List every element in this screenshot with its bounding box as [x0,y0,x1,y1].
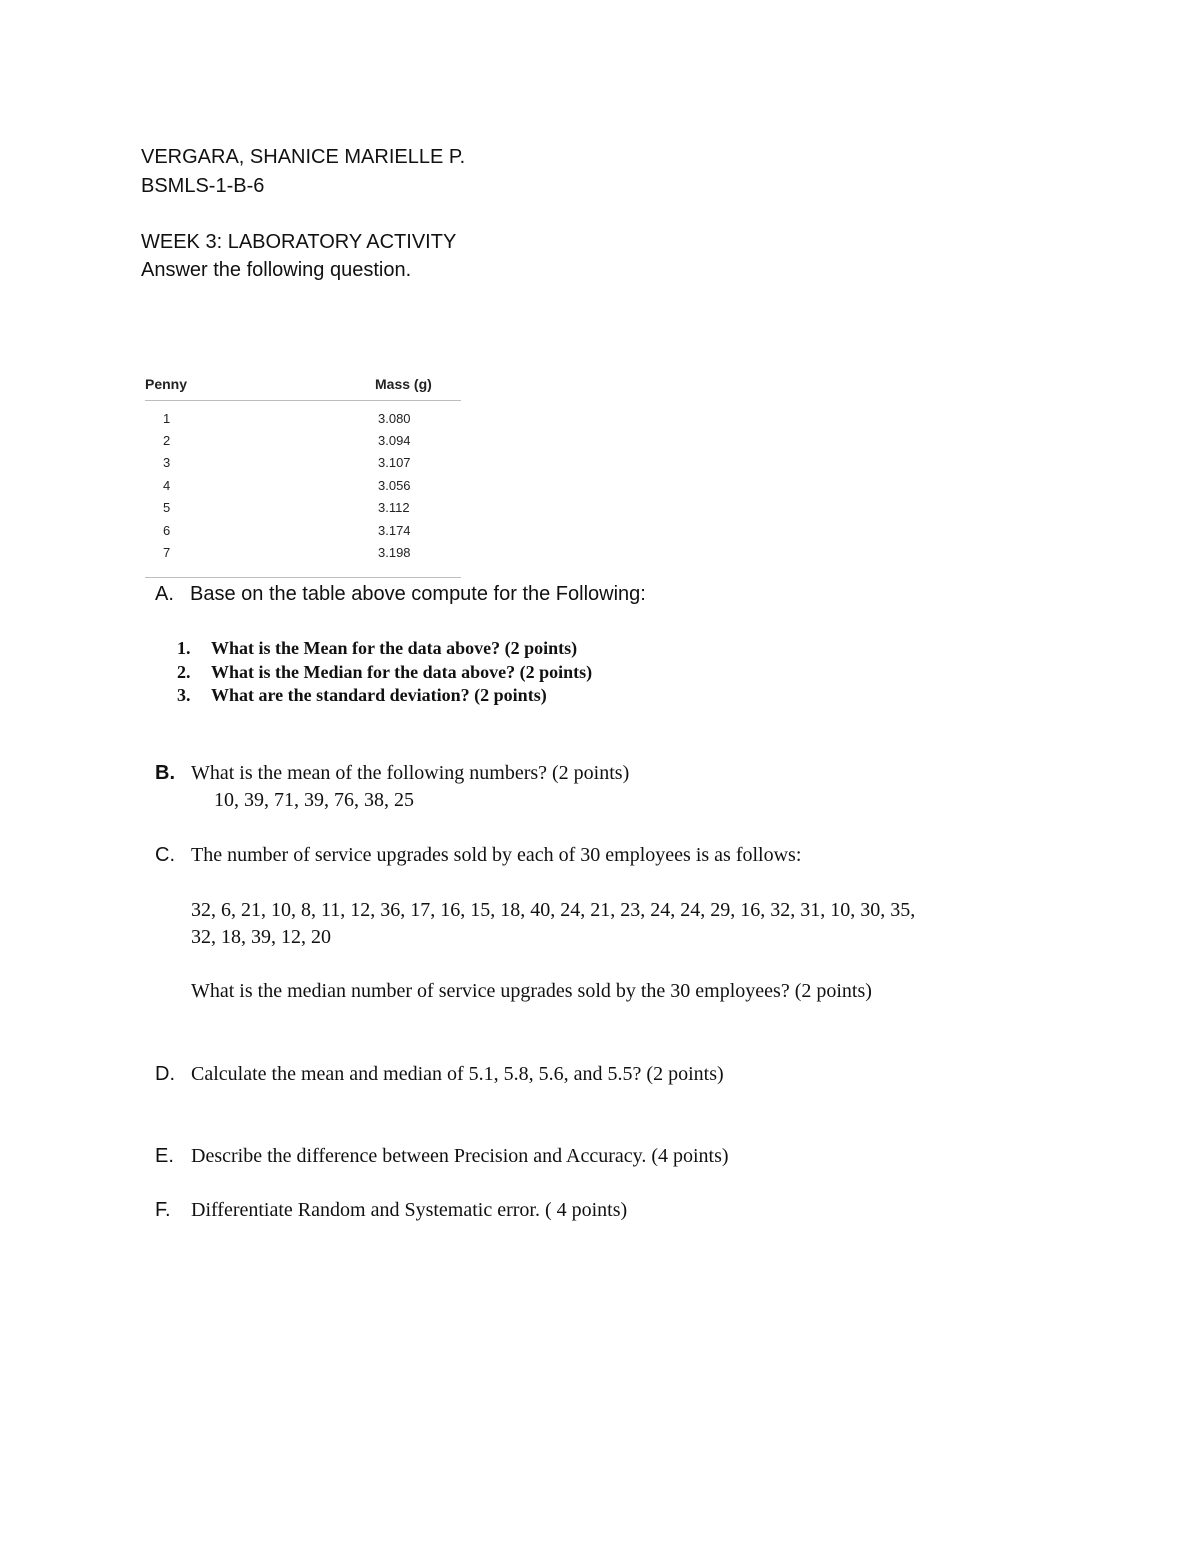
table-header-row [145,372,461,396]
section-code: BSMLS-1-B-6 [141,175,265,197]
mass-cell: 3.056 [378,477,411,493]
mass-cell: 3.112 [378,500,410,516]
table-bottom-rule [145,577,461,578]
question-c-label: C. [155,844,175,866]
activity-title: WEEK 3: LABORATORY ACTIVITY [141,231,457,253]
question-a-item: What are the standard deviation? (2 points) [211,685,547,705]
question-c-text: The number of service upgrades sold by each of 30 employees is as follows: [191,844,802,866]
penny-cell: 4 [163,477,171,493]
table-row [145,541,461,563]
penny-cell: 3 [163,455,171,471]
question-a-item-number: 1. [177,638,191,658]
question-a-text: Base on the table above compute for the Following: [190,583,646,605]
question-e-text: Describe the difference between Precision and Accuracy. (4 points) [191,1145,729,1167]
table-row [145,519,461,541]
instruction-text: Answer the following question. [141,259,412,281]
question-a-item-number: 2. [177,662,191,682]
table-row [145,452,461,474]
question-a-label: A. [155,583,174,605]
penny-cell: 5 [163,500,171,516]
penny-cell: 2 [163,433,171,449]
question-f-label: F. [155,1199,171,1221]
student-name: VERGARA, SHANICE MARIELLE P. [141,146,466,168]
question-e-label: E. [155,1145,174,1167]
table-row [145,429,461,451]
penny-cell: 7 [163,545,171,561]
question-a-item-number: 3. [177,685,191,705]
question-b-numbers: 10, 39, 71, 39, 76, 38, 25 [214,789,414,811]
column-header-mass: Mass (g) [375,376,432,392]
question-d-text: Calculate the mean and median of 5.1, 5.8, 5.6, and 5.5? (2 points) [191,1063,724,1085]
penny-cell: 6 [163,522,171,538]
question-b-label: B. [155,762,175,784]
mass-cell: 3.080 [378,410,411,426]
question-b-text: What is the mean of the following numbers? (2 points) [191,762,630,784]
question-c-numbers-line1: 32, 6, 21, 10, 8, 11, 12, 36, 17, 16, 15, 18, 40, 24, 21, 23, 24, 24, 29, 16, 32, 31, 10, 30, 35, [191,899,916,921]
mass-cell: 3.198 [378,545,411,561]
mass-cell: 3.174 [378,522,411,538]
table-row [145,407,461,429]
mass-cell: 3.094 [378,433,411,449]
penny-mass-table [145,372,461,564]
column-header-penny: Penny [145,376,188,392]
question-d-label: D. [155,1063,175,1085]
question-c-question: What is the median number of service upgrades sold by the 30 employees? (2 points) [191,980,872,1002]
question-c-numbers-line2: 32, 18, 39, 12, 20 [191,926,331,948]
question-a-item: What is the Mean for the data above? (2 points) [211,638,578,658]
mass-cell: 3.107 [378,455,411,471]
table-row [145,474,461,496]
question-f-text: Differentiate Random and Systematic error. ( 4 points) [191,1199,628,1221]
question-a-item: What is the Median for the data above? (2 points) [211,662,593,682]
table-row [145,497,461,519]
penny-cell: 1 [163,410,171,426]
